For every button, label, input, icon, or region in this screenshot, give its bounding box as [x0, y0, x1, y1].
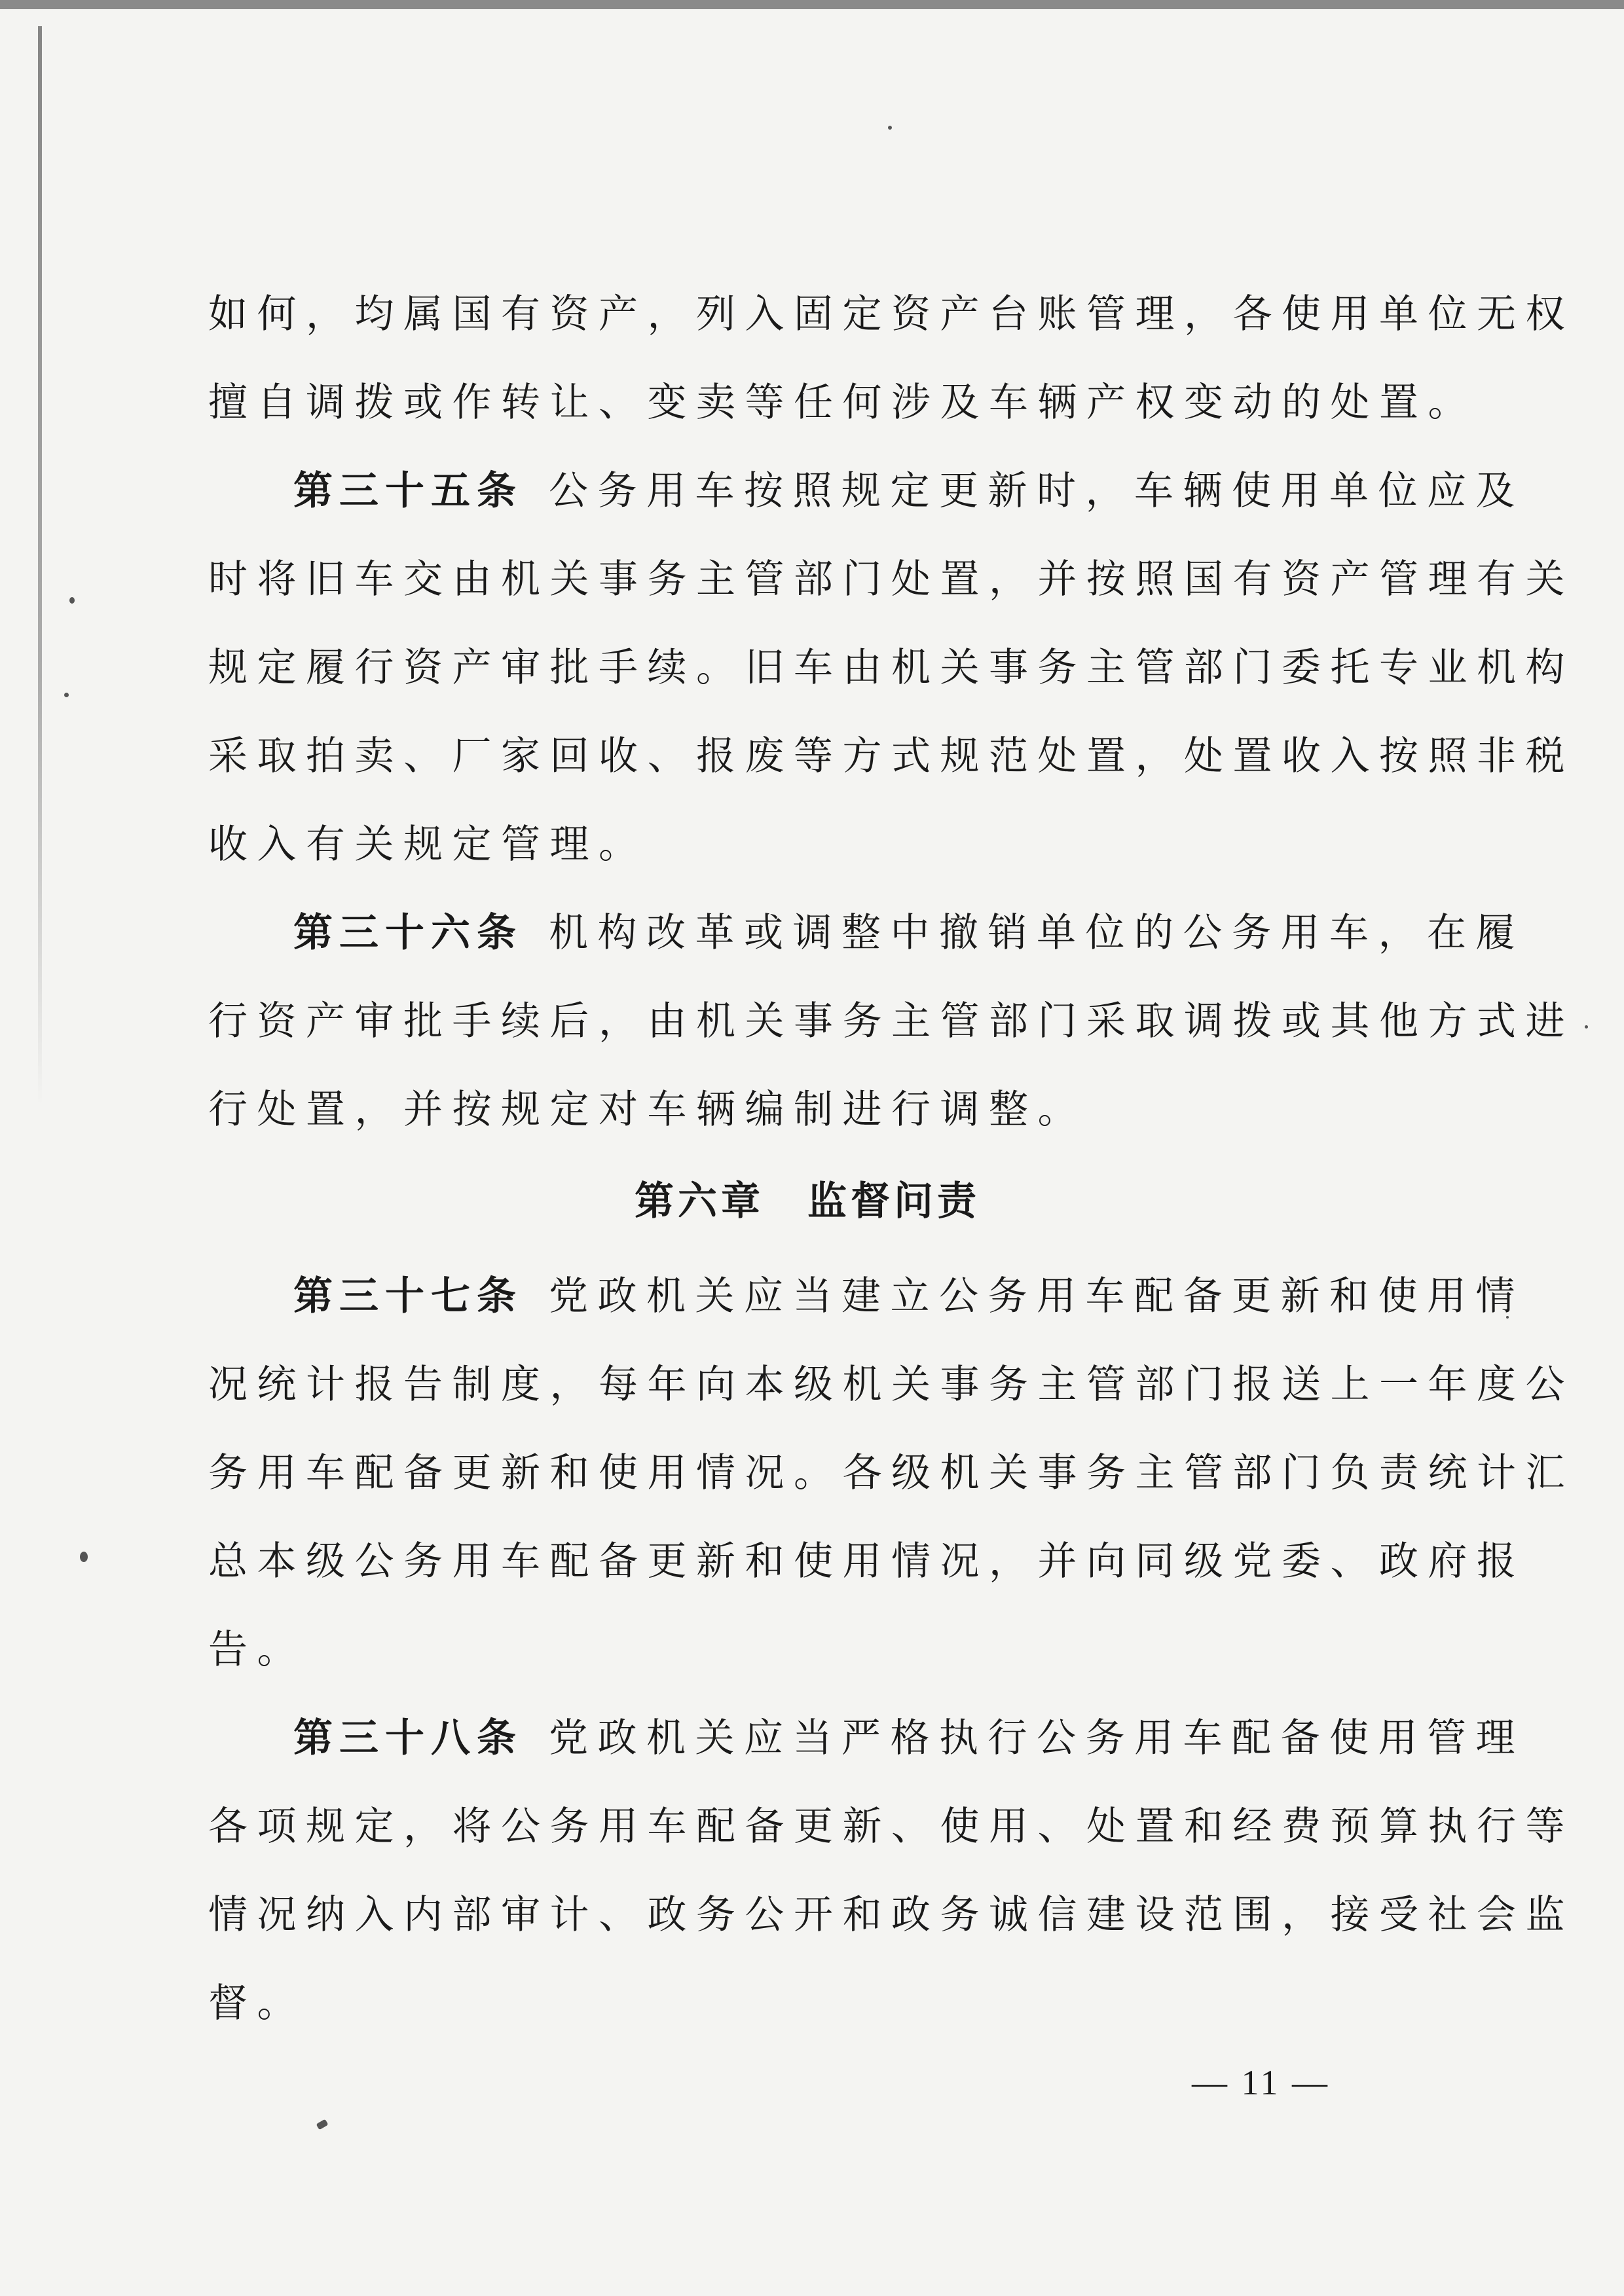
scan-speck — [888, 126, 892, 130]
text-line: 时将旧车交由机关事务主管部门处置，并按照国有资产管理有关 — [208, 556, 1574, 602]
scan-left-edge — [38, 26, 42, 1106]
article-35-first-line: 公务用车按照规定更新时，车辆使用单位应及 — [549, 468, 1524, 514]
text-line: 各项规定，将公务用车配备更新、使用、处置和经费预算执行等 — [208, 1804, 1574, 1850]
text-line: 行资产审批手续后，由机关事务主管部门采取调拨或其他方式进 — [208, 998, 1574, 1044]
article-36 — [293, 907, 1524, 959]
scan-top-edge — [0, 0, 1624, 9]
text-line: 况统计报告制度，每年向本级机关事务主管部门报送上一年度公 — [208, 1362, 1574, 1408]
article-36-heading: 第三十六条 — [293, 910, 523, 956]
text-line: 擅自调拨或作转让、变卖等任何涉及车辆产权变动的处置。 — [208, 380, 1477, 426]
text-line: 告。 — [208, 1627, 306, 1673]
page-number: — 11 — — [1192, 2063, 1330, 2102]
article-38-first-line: 党政机关应当严格执行公务用车配备使用管理 — [549, 1715, 1524, 1761]
text-line: 总本级公务用车配备更新和使用情况，并向同级党委、政府报 — [208, 1539, 1526, 1584]
text-line: 收入有关规定管理。 — [208, 822, 648, 867]
text-line: 务用车配备更新和使用情况。各级机关事务主管部门负责统计汇 — [208, 1450, 1574, 1496]
text-line: 采取拍卖、厂家回收、报废等方式规范处置，处置收入按照非税 — [208, 733, 1574, 779]
scan-speck — [64, 693, 69, 697]
scan-speck — [80, 1552, 88, 1562]
article-37-heading: 第三十七条 — [293, 1273, 523, 1319]
article-38 — [293, 1712, 1524, 1764]
article-38-heading: 第三十八条 — [293, 1715, 523, 1761]
article-35 — [293, 465, 1524, 517]
text-line: 督。 — [208, 1980, 306, 2026]
scan-speck — [1585, 1025, 1588, 1029]
text-line: 规定履行资产审批手续。旧车由机关事务主管部门委托专业机构 — [208, 645, 1574, 691]
article-37-first-line: 党政机关应当建立公务用车配备更新和使用情 — [549, 1273, 1524, 1319]
chapter-heading: 第六章 监督问责 — [635, 1178, 980, 1224]
text-line: 行处置，并按规定对车辆编制进行调整。 — [208, 1087, 1086, 1133]
text-line: 情况纳入内部审计、政务公开和政务诚信建设范围，接受社会监 — [208, 1892, 1574, 1938]
scan-speck — [316, 2119, 329, 2130]
scan-speck — [69, 597, 75, 604]
text-line: 如何，均属国有资产，列入固定资产台账管理，各使用单位无权 — [208, 291, 1574, 337]
article-35-heading: 第三十五条 — [293, 468, 523, 514]
article-36-first-line: 机构改革或调整中撤销单位的公务用车，在履 — [549, 910, 1524, 956]
article-37 — [293, 1270, 1524, 1322]
